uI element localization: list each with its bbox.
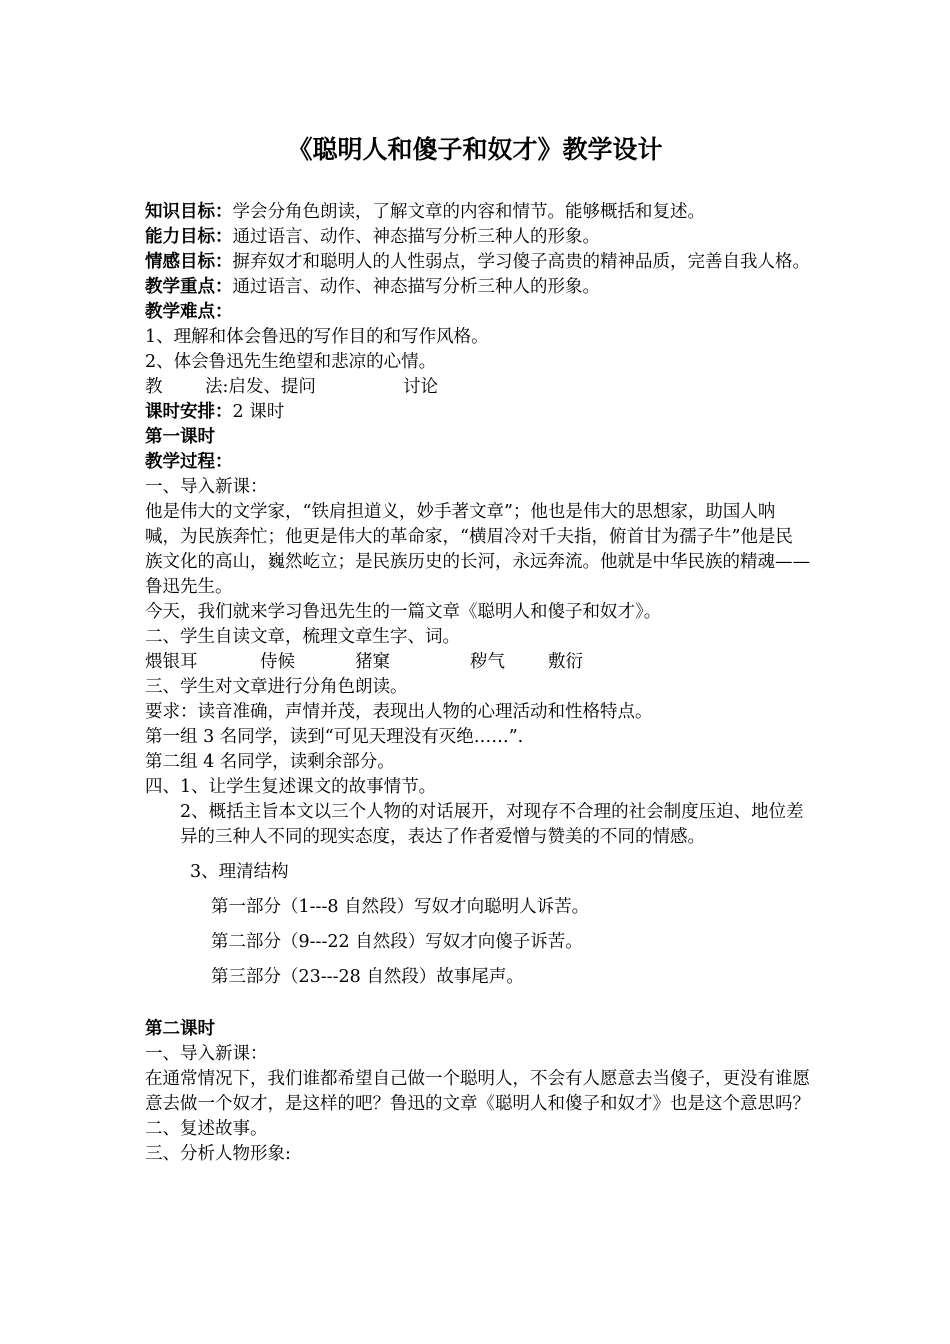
l1-group1: 第一组 3 名同学，读到“可见天理没有灭绝……”.: [145, 727, 524, 747]
structure-part-3: 第三部分（23---28 自然段）故事尾声。: [211, 967, 524, 987]
emotion-label: 情感目标：: [145, 252, 233, 272]
l1-section2-title: 二、学生自读文章，梳理文章生字、词。: [145, 627, 460, 647]
process-label: 教学过程：: [145, 452, 233, 472]
lesson2-heading: 第二课时: [145, 1019, 215, 1039]
emotion-text: 摒弃奴才和聪明人的人性弱点，学习傻子高贵的精神品质，完善自我人格。: [232, 252, 810, 272]
vocabulary-list: [145, 650, 810, 675]
key-text: 通过语言、动作、神态描写分析三种人的形象。: [232, 277, 600, 297]
l1-group2: 第二组 4 名同学，读剩余部分。: [145, 752, 395, 772]
schedule-label: 课时安排：: [145, 402, 233, 422]
l1-structure-title: 3、理清结构: [190, 862, 289, 882]
ability-objective: [145, 225, 810, 250]
l1-intro-paragraph-2: 今天，我们就来学习鲁迅先生的一篇文章《聪明人和傻子和奴才》。: [145, 602, 662, 622]
difficulty-label: 教学难点：: [145, 302, 233, 322]
l1-theme-summary: 2、概括主旨本文以三个人物的对话展开，对现存不合理的社会制度压迫、地位差异的三种人不同的现实态度，表达了作者爱憎与赞美的不同的情感。: [180, 802, 804, 847]
teaching-method: [145, 375, 810, 400]
vocab-word: 秽气: [470, 652, 505, 672]
teaching-key: [145, 275, 810, 300]
vocab-word: 猪窠: [355, 652, 390, 672]
l1-requirement: 要求：读音准确，声情并茂，表现出人物的心理活动和性格特点。: [145, 702, 653, 722]
difficulty-item-1: 1、理解和体会鲁迅的写作目的和写作风格。: [145, 327, 489, 347]
knowledge-text: 学会分角色朗读，了解文章的内容和情节。能够概括和复述。: [232, 202, 705, 222]
vocab-word: 敷衍: [548, 652, 583, 672]
l2-section1-title: 一、导入新课：: [145, 1044, 268, 1064]
l2-section3-title: 三、分析人物形象:: [145, 1144, 291, 1164]
ability-text: 通过语言、动作、神态描写分析三种人的形象。: [232, 227, 600, 247]
section-spacer: [145, 990, 810, 1017]
ability-label: 能力目标：: [145, 227, 233, 247]
l1-section3-title: 三、学生对文章进行分角色朗读。: [145, 677, 408, 697]
l1-section1-title: 一、导入新课：: [145, 477, 268, 497]
method-extra: 讨论: [403, 377, 438, 397]
lesson1-heading: 第一课时: [145, 427, 215, 447]
knowledge-objective: [145, 200, 810, 225]
knowledge-label: 知识目标：: [145, 202, 233, 222]
method-text: 法:启发、提问: [205, 377, 316, 397]
l2-intro-paragraph: 在通常情况下，我们谁都希望自己做一个聪明人，不会有人愿意去当傻子，更没有谁愿意去做一个奴才，是这样的吧？鲁迅的文章《聪明人和傻子和奴才》也是这个意思吗？: [145, 1069, 810, 1114]
l2-section2-title: 二、复述故事。: [145, 1119, 268, 1139]
difficulty-item-2: 2、体会鲁迅先生绝望和悲凉的心情。: [145, 352, 437, 372]
emotion-objective: [145, 250, 810, 275]
vocab-word: 侍候: [260, 652, 295, 672]
l1-section4-title: 四、1、让学生复述课文的故事情节。: [145, 777, 437, 797]
schedule-text: 2 课时: [232, 402, 285, 422]
structure-part-1: 第一部分（1---8 自然段）写奴才向聪明人诉苦。: [211, 897, 590, 917]
document-title: 《聪明人和傻子和奴才》教学设计: [287, 135, 663, 164]
key-label: 教学重点：: [145, 277, 233, 297]
method-label-a: 教: [145, 377, 163, 397]
vocab-word: 煨银耳: [145, 652, 198, 672]
document-body: [145, 200, 810, 1167]
schedule: [145, 400, 810, 425]
structure-part-2: 第二部分（9---22 自然段）写奴才向傻子诉苦。: [211, 932, 583, 952]
l1-intro-paragraph: 他是伟大的文学家，“铁肩担道义，妙手著文章”；他也是伟大的思想家，助国人呐喊，为民族奔忙；他更是伟大的革命家，“横眉冷对千夫指，俯首甘为孺子牛”他是民族文化的高山，巍然屹立；是民族历史的长河，永远奔流。他就是中华民族的精魂——鲁迅先生。: [145, 502, 810, 597]
